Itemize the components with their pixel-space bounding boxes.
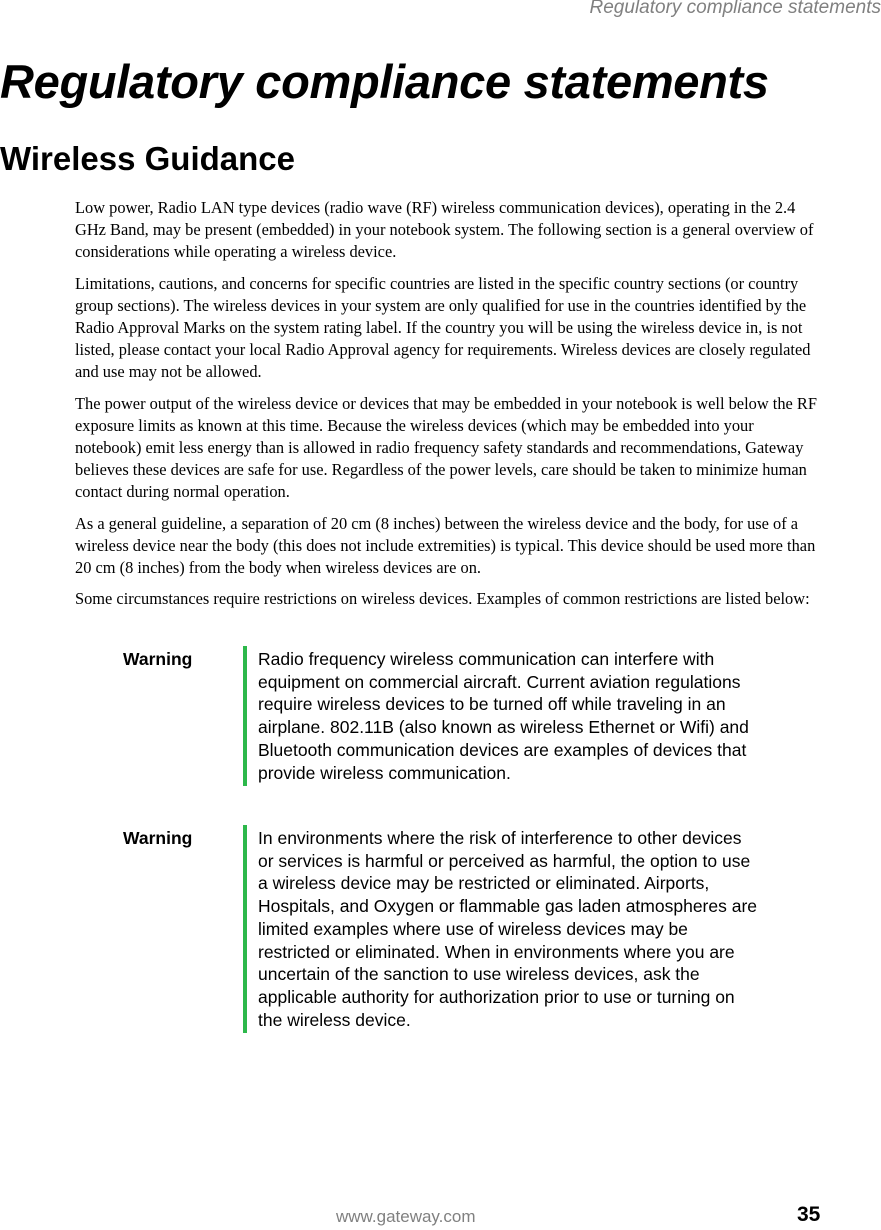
paragraph: The power output of the wireless device or devices that may be embedded in your notebook is well below the RF exposure limits as known at this time. Because the wireless devices (which may be embedded into your notebook) emit less energy than is allowed in radio frequency safety standards and recommendations, Gateway believes these devices are safe for use. Regardless of the power levels, care should be taken to minimize human contact during normal operation. — [75, 393, 817, 502]
page-title: Regulatory compliance statements — [0, 55, 769, 108]
warning-callout — [123, 825, 758, 1033]
body-text — [75, 197, 823, 619]
page-number: 35 — [797, 1203, 821, 1226]
paragraph: Limitations, cautions, and concerns for specific countries are listed in the specific country sections (or country group sections). The wireless devices in your system are only qualified for use in the countries identified by the Radio Approval Marks on the system rating label. If the country you will be using the wireless device in, is not listed, please contact your local Radio Approval agency for requirements. Wireless devices are closely regulated and use may not be allowed. — [75, 273, 811, 382]
paragraph: Some circumstances require restrictions on wireless devices. Examples of common restrictions are listed below: — [75, 589, 810, 609]
warning-label: Warning — [123, 828, 193, 848]
warning-text: Radio frequency wireless communication can interfere with equipment on commercial aircraft. Current aviation regulations require wireless devices to be turned off while traveling in an airplane. 802.11B (also known as wireless Ethernet or Wifi) and Bluetooth communication devices are examples of devices that provide wireless communication. — [258, 649, 749, 783]
footer-url: www.gateway.com — [336, 1207, 476, 1226]
warning-label: Warning — [123, 649, 193, 669]
running-header: Regulatory compliance statements — [589, 0, 881, 18]
paragraph: Low power, Radio LAN type devices (radio wave (RF) wireless communication devices), operating in the 2.4 GHz Band, may be present (embedded) in your notebook system. The following section is a general overview of considerations while operating a wireless device. — [75, 198, 814, 262]
paragraph: As a general guideline, a separation of 20 cm (8 inches) between the wireless device and the body, for use of a wireless device near the body (this does not include extremities) is typical. This device should be used more than 20 cm (8 inches) from the body when wireless devices are on. — [75, 513, 816, 578]
warning-text: In environments where the risk of interference to other devices or services is harmful or perceived as harmful, the option to use a wireless device may be restricted or eliminated. Airports, Hospitals, and Oxygen or flammable gas laden atmospheres are limited examples where use of wireless devices may be restricted or eliminated. When in environments where you are uncertain of the sanction to use wireless devices, ask the applicable authority for authorization prior to use or turning on the wireless device. — [258, 828, 758, 1030]
warning-callout — [123, 646, 758, 786]
section-title: Wireless Guidance — [0, 140, 295, 177]
